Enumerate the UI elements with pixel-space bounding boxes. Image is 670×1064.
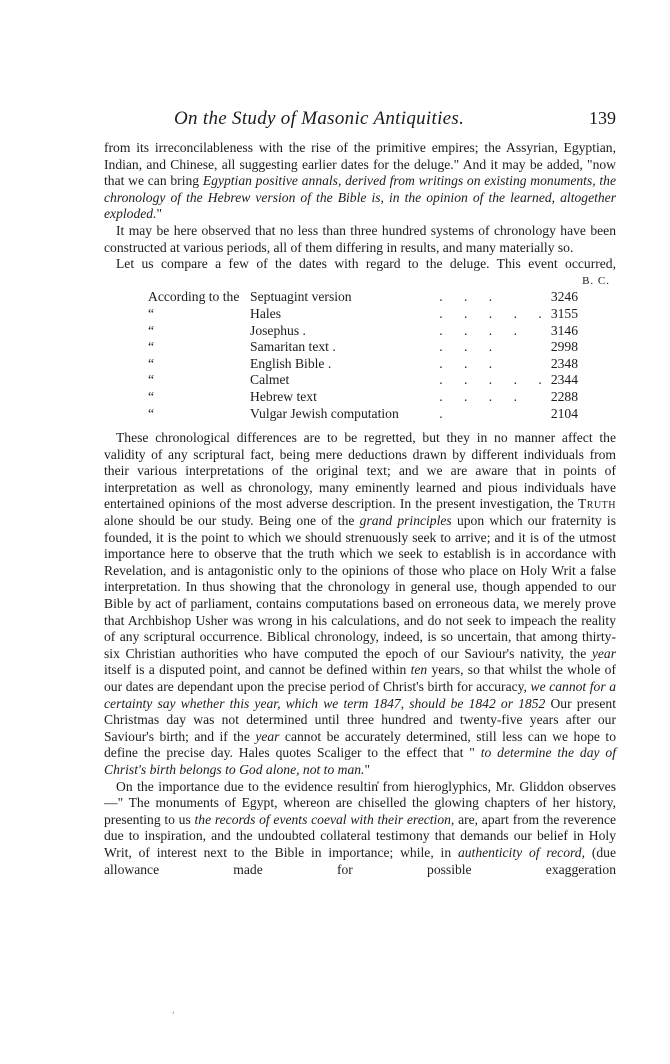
paragraph-1-text-2: " bbox=[156, 206, 163, 222]
chronology-lead: According to the bbox=[148, 289, 240, 305]
paragraph-5-italic-2: authenticity of record, bbox=[457, 844, 585, 860]
chronology-dots: . . . . bbox=[439, 322, 526, 338]
paragraph-5-text-1: On the importance due to the evidence resultin̒ from hieroglyphics, Mr. Gliddon observes—" The monuments of Egypt, whereon are chiselled the glowing chapters of her history, presenting to us bbox=[104, 778, 616, 827]
page-header bbox=[104, 108, 616, 134]
chronology-source: Vulgar Jewish computation bbox=[250, 405, 399, 421]
paragraph-4-italic-2: year bbox=[591, 645, 616, 661]
chronology-row bbox=[148, 372, 578, 389]
ditto-mark: “ bbox=[148, 405, 155, 421]
chronology-source: Calmet bbox=[250, 372, 290, 388]
paragraph-5 bbox=[104, 779, 616, 879]
paragraph-4-italic-3: ten bbox=[410, 662, 428, 678]
chronology-source: Samaritan text . bbox=[250, 339, 336, 355]
paragraph-4-text-1: These chronological differences are to be regretted, but they in no manner affect the validity of any scriptural fact, being mere deductions drawn by different individuals from their various interpretations of the original text; and we are aware that in points of interpretation as well as chronology, many eminently learned and pious individuals have entertained opinions of the most adverse description. In the present investigation, the bbox=[104, 430, 616, 512]
paragraph-4 bbox=[104, 430, 616, 778]
chronology-dots: . . . . bbox=[439, 388, 526, 404]
paragraph-3-bc-line bbox=[104, 273, 616, 290]
chronology-year: 3155 bbox=[550, 305, 578, 321]
ditto-mark: “ bbox=[148, 355, 155, 371]
paragraph-1 bbox=[104, 140, 616, 223]
chronology-row bbox=[148, 356, 578, 373]
chronology-dots: . . . . . bbox=[439, 372, 551, 388]
chronology-source: Hales bbox=[250, 305, 281, 321]
ditto-mark: “ bbox=[148, 388, 155, 404]
paragraph-5-italic-1: the records of events coeval with their erection, bbox=[194, 811, 455, 827]
chronology-year: 3146 bbox=[550, 322, 578, 338]
paragraph-4-text-6: Our present Christmas day was not determined until three hundred and twenty-five years after our Saviour's birth; and if the bbox=[104, 695, 616, 744]
ditto-mark: “ bbox=[148, 305, 155, 321]
paragraph-1-italic-quote: Egyptian positive annals, derived from writings on existing monuments, the chronology of the Hebrew version of the Bible is, in the opinion of the learned, altogether exploded. bbox=[104, 173, 616, 222]
body-text bbox=[104, 140, 616, 878]
chronology-source: Septuagint version bbox=[250, 289, 352, 305]
bc-column-label: B. C. bbox=[582, 274, 610, 287]
ditto-mark: “ bbox=[148, 372, 155, 388]
chronology-source: Josephus . bbox=[250, 322, 306, 338]
chronology-row bbox=[148, 306, 578, 323]
chronology-year: 2104 bbox=[550, 405, 578, 421]
chronology-dots: . bbox=[439, 405, 452, 421]
chronology-dots: . . . bbox=[439, 289, 502, 305]
chronology-dots: . . . bbox=[439, 339, 502, 355]
page-number: 139 bbox=[589, 108, 616, 128]
chronology-row bbox=[148, 323, 578, 340]
chronology-row bbox=[148, 389, 578, 406]
paragraph-4-italic-1: grand principles bbox=[359, 513, 452, 529]
chronology-source: English Bible . bbox=[250, 355, 332, 371]
paragraph-3-text: Let us compare a few of the dates with regard to the deluge. This event occurred, bbox=[116, 256, 616, 272]
paragraph-4-text-7: cannot be accurately determined, still less can we hope to define the precise day. Hales quotes Scaliger to the effect that " bbox=[104, 728, 616, 761]
chronology-source: Hebrew text bbox=[250, 388, 317, 404]
truth-small-caps: Truth bbox=[577, 496, 616, 512]
paragraph-3 bbox=[104, 256, 616, 289]
paragraph-5-text-3: (due allowance made for possible exaggeration bbox=[104, 844, 616, 877]
paragraph-4-text-4: itself is a disputed point, and cannot be defined within bbox=[104, 662, 411, 678]
paragraph-5-text-2: are, apart from the reverence due to inspiration, and the undoubted collateral testimony that demands our belief in Holy Writ, of interest next to the Bible in importance; while, in bbox=[104, 811, 617, 860]
paragraph-4-text-8: " bbox=[364, 761, 371, 777]
chronology-table bbox=[148, 289, 578, 422]
paragraph-1-text-1: from its irreconcilableness with the rise of the primitive empires; the Assyrian, Egyptian, Indian, and Chinese, all suggesting earlier dates for the deluge." And it may be added, "now that we can bring bbox=[104, 140, 616, 189]
running-head: On the Study of Masonic Antiquities. bbox=[174, 108, 465, 129]
paragraph-4-italic-4: we cannot for a certainty say whether this year, which we term 1847, should be 1842 or 1852 bbox=[104, 679, 616, 711]
paragraph-4-text-5: years, so that whilst the whole of our dates are dependant upon the precise period of Christ's birth for accuracy, bbox=[104, 662, 616, 694]
paragraph-4-italic-5: year bbox=[255, 728, 280, 744]
chronology-dots: . . . . . bbox=[439, 305, 551, 321]
paragraph-4-text-3: upon which our fraternity is founded, it is the point to which we should strenuously seek to arrive; and it is of the utmost importance here to observe that the truth which we seek to establish is in accordance with Revelation, and is antagonistic only to the opinions of those who place on Holy Writ a false interpretation. In thus showing that the chronology in general use, though appended to our Bible by act of parliament, contains computations based on erroneous data, we merely prove that Archbishop Usher was wrong in his calculations, and do not seek to impeach the reality of any scriptural occurrence. Biblical chronology, indeed, is so uncertain, that among thirty-six Christian authorities who have computed the epoch of our Saviour's nativity, the bbox=[104, 513, 616, 661]
paragraph-2: It may be here observed that no less than three hundred systems of chronology have been constructed at various periods, all of them differing in results, and many materially so. bbox=[104, 222, 616, 255]
footer-mark: ʻ bbox=[172, 1010, 175, 1019]
chronology-row bbox=[148, 339, 578, 356]
chronology-row bbox=[148, 289, 578, 306]
ditto-mark: “ bbox=[148, 322, 155, 338]
chronology-year: 2288 bbox=[550, 388, 578, 404]
chronology-year: 2998 bbox=[550, 339, 578, 355]
ditto-mark: “ bbox=[148, 339, 155, 355]
paragraph-4-text-2: alone should be our study. Being one of the bbox=[104, 513, 360, 529]
chronology-year: 3246 bbox=[550, 289, 578, 305]
paragraph-4-italic-6: to determine the day of Christ's birth belongs to God alone, not to man. bbox=[104, 745, 616, 777]
chronology-year: 2344 bbox=[550, 372, 578, 388]
chronology-year: 2348 bbox=[550, 355, 578, 371]
chronology-dots: . . . bbox=[439, 355, 502, 371]
chronology-row bbox=[148, 406, 578, 423]
